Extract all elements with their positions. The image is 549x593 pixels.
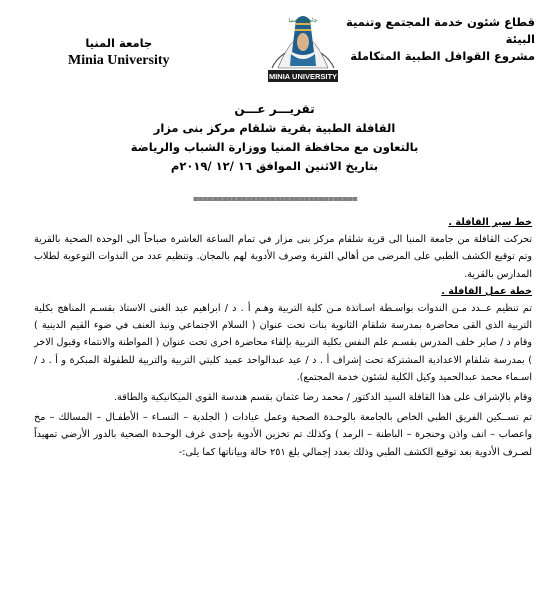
report-body — [34, 214, 532, 461]
separator-line: ================================== — [193, 195, 357, 205]
logo-arabic-text: جامعة المنيا — [288, 17, 318, 24]
plan-paragraph-supervision: وقام بالإشراف على هذا القافلة السيد الدكتور / محمد رضا عثمان بقسم هندسة القوى الميكانيكية والطاقة. — [114, 392, 532, 404]
sector-name: قطاع شئون خدمة المجتمع وتنمية البيئة — [345, 15, 535, 46]
university-name-arabic: جامعة المنيا — [85, 36, 153, 50]
plan-paragraph-clinics: تم تســكين الفريق الطبي الخاص بالجامعة بالوحـدة الصحية وعمل عيادات ( الجلدية – النسـاء – الأطفـال – المسالك – مخ واعصاب – انف واذن وحنجرة – الباطنة – الرمد ) وكذلك تم تخزين الأدوية بإحدى غرف الوحـدة الصحية بالدور الأرضي تمهيداً لصـرف الأدوية بعد توقيع الكشف الطبي وذلك بعدد إجمالي بلغ ٢٥١ حالة وبياناتها كما يلى:- — [34, 412, 532, 458]
logo-english-text: MINIA UNIVERSITY — [268, 72, 338, 81]
report-date: بتاريخ الاثنين الموافق ١٦ /١٢ /٢٠١٩م — [170, 159, 379, 173]
project-name: مشروع القوافل الطبية المتكاملة — [350, 49, 535, 63]
route-paragraph: تحركت القافلة من جامعة المنيا الى قرية شلقام مركز بنى مزار في تمام الساعة العاشرة صباحاً الى الوحدة الصحية بالقرية وتم توقيع الكشف الطبي على المرضى من أهالي القرية وصرف الأدوية لهم بالمجان. وتنظيم عدد من الندوات التوعوية لطلاب المدارس بالقرية. — [34, 234, 532, 280]
plan-paragraph-seminars: تم تنظيم عــدد مـن الندوات بواسـطة اسـاتذة مـن كلية التربية وهـم أ . د / ابراهيم عبد الغنى الاستاذ بقسـم المناهج بكلية التربية الذى القى محاضرة بمدرسة شلقام الثانوية بنات تحت عنوان ( السلام الاجتماعي ونبذ العنف في ضوء القيم الدينية ) وقام د / صابر خلف المدرس بقسـم علم النفس بكلية التربية بإلقاء محاضرة اخرى تحت عنوان ( المواطنة والانتماء وقبول الاخر ) بمدرسة شلقام الاعدادية المشتركة تحت إشراف أ . د / عيد عبدالواحد عميد كليتي التربية والتربية للطفولة المبكرة و أ . د / اسـماء محمد عبدالحميد وكيل الكلية لشئون خدمة المجتمع). — [34, 303, 532, 383]
header-sector-block — [325, 14, 535, 65]
report-label: تقريـــر عـــن — [234, 102, 315, 116]
cooperation-line: بالتعاون مع محافظة المنيا ووزارة الشباب والرياضة — [130, 140, 419, 154]
university-name-english: Minia University — [68, 53, 170, 68]
university-name-block — [68, 36, 170, 69]
minia-university-logo — [258, 6, 348, 96]
section-heading-route: خط سير القافلة . — [448, 217, 532, 228]
section-heading-plan: خطة عمل القافلة . — [441, 285, 532, 297]
report-title-block — [0, 100, 549, 176]
convoy-title: القافلة الطبية بقرية شلقام مركز بنى مزار — [153, 121, 396, 135]
